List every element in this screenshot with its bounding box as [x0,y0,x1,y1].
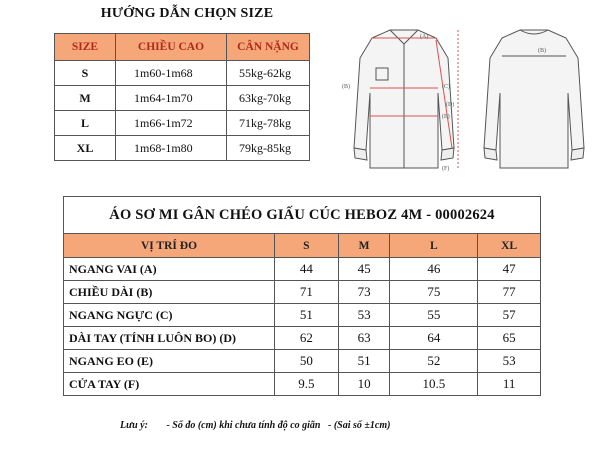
header-height: CHIỀU CAO [116,34,227,61]
note-item-measurement: - Số đo (cm) khi chưa tính độ co giãn [166,420,321,431]
weight-cell: 71kg-78kg [227,111,310,136]
value-cell: 57 [478,304,541,327]
position-cell: NGANG VAI (A) [64,258,275,281]
value-cell: 73 [338,281,390,304]
size-cell: M [55,86,116,111]
value-cell: 45 [338,258,390,281]
header-position: VỊ TRÍ ĐO [64,234,275,258]
height-cell: 1m66-1m72 [116,111,227,136]
weight-cell: 55kg-62kg [227,61,310,86]
value-cell: 53 [338,304,390,327]
table-row [64,350,541,373]
value-cell: 62 [275,327,339,350]
weight-cell: 79kg-85kg [227,136,310,161]
value-cell: 47 [478,258,541,281]
position-cell: CHIỀU DÀI (B) [64,281,275,304]
diagram-label-c: (C) [442,84,450,90]
diagram-label-e: (E) [442,114,450,120]
shirt-front-illustration [354,30,454,168]
value-cell: 75 [390,281,478,304]
product-measurement-table [63,196,541,396]
size-guide-title: HƯỚNG DẪN CHỌN SIZE [100,6,274,21]
table-row [64,281,541,304]
table-row [55,61,310,86]
value-cell: 9.5 [275,373,339,396]
table-row [55,111,310,136]
value-cell: 46 [390,258,478,281]
value-cell: 10.5 [390,373,478,396]
table-row [64,373,541,396]
position-cell: DÀI TAY (TÍNH LUÔN BO) (D) [64,327,275,350]
weight-cell: 63kg-70kg [227,86,310,111]
table-row [64,304,541,327]
value-cell: 44 [275,258,339,281]
header-size: SIZE [55,34,116,61]
diagram-label-d: (D) [446,102,455,108]
header-xl: XL [478,234,541,258]
position-cell: CỬA TAY (F) [64,373,275,396]
height-cell: 1m68-1m80 [116,136,227,161]
table-row [64,258,541,281]
value-cell: 55 [390,304,478,327]
table-row [64,327,541,350]
height-cell: 1m60-1m68 [116,61,227,86]
position-cell: NGANG EO (E) [64,350,275,373]
diagram-label-a: (A) [420,34,429,40]
diagram-label-b-back: (B) [538,48,546,54]
value-cell: 52 [390,350,478,373]
diagram-label-b: (B) [342,84,350,90]
size-cell: L [55,111,116,136]
footnote [120,420,390,431]
value-cell: 51 [338,350,390,373]
size-guide-table [54,33,310,161]
header-m: M [338,234,390,258]
product-table-header [64,234,541,258]
shirt-measurement-diagram [330,18,595,178]
height-cell: 1m64-1m70 [116,86,227,111]
position-cell: NGANG NGỰC (C) [64,304,275,327]
header-weight: CÂN NẶNG [227,34,310,61]
diagram-label-f: (F) [442,166,450,172]
value-cell: 10 [338,373,390,396]
size-cell: XL [55,136,116,161]
value-cell: 50 [275,350,339,373]
product-title: ÁO SƠ MI GÂN CHÉO GIẤU CÚC HEBOZ 4M - 00002624 [64,197,541,234]
size-cell: S [55,61,116,86]
value-cell: 63 [338,327,390,350]
value-cell: 53 [478,350,541,373]
value-cell: 64 [390,327,478,350]
table-row [55,136,310,161]
header-l: L [390,234,478,258]
value-cell: 51 [275,304,339,327]
size-table-header [55,34,310,61]
shirt-back-illustration [484,30,584,168]
note-item-tolerance: - (Sai số ±1cm) [328,420,391,431]
value-cell: 71 [275,281,339,304]
value-cell: 11 [478,373,541,396]
value-cell: 77 [478,281,541,304]
note-label: Lưu ý: [120,420,148,431]
table-row [55,86,310,111]
header-s: S [275,234,339,258]
value-cell: 65 [478,327,541,350]
